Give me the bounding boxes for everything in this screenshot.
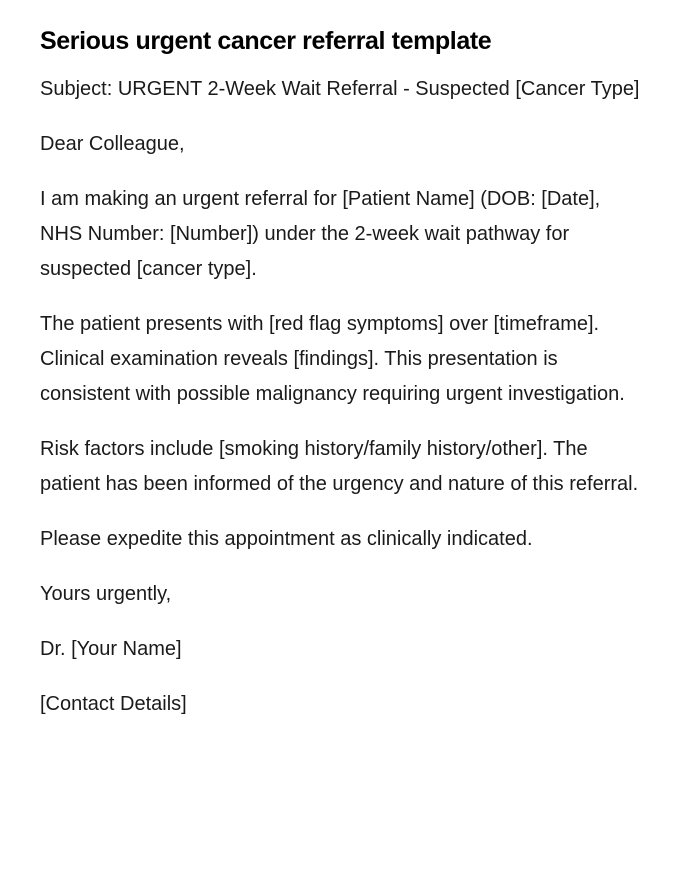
- signature: Dr. [Your Name]: [40, 638, 182, 660]
- risk-factors-paragraph: Risk factors include [smoking history/family history/other]. The patient has been informed of the urgency and nature of this referral.: [40, 438, 639, 495]
- document: [40, 24, 640, 742]
- subject-line: Subject: URGENT 2-Week Wait Referral - Suspected [Cancer Type]: [40, 78, 640, 100]
- contact-details: [Contact Details]: [40, 693, 187, 715]
- symptoms-paragraph: The patient presents with [red flag symptoms] over [timeframe]. Clinical examination reveals [findings]. This presentation is consistent with possible malignancy requiring urgent investigation.: [40, 313, 625, 405]
- greeting: Dear Colleague,: [40, 133, 185, 155]
- closing: Yours urgently,: [40, 583, 172, 605]
- document-title: Serious urgent cancer referral template: [40, 27, 492, 55]
- request-paragraph: Please expedite this appointment as clinically indicated.: [40, 528, 533, 550]
- referral-paragraph: I am making an urgent referral for [Patient Name] (DOB: [Date], NHS Number: [Number]) under the 2-week wait pathway for suspected [cancer type].: [40, 188, 601, 280]
